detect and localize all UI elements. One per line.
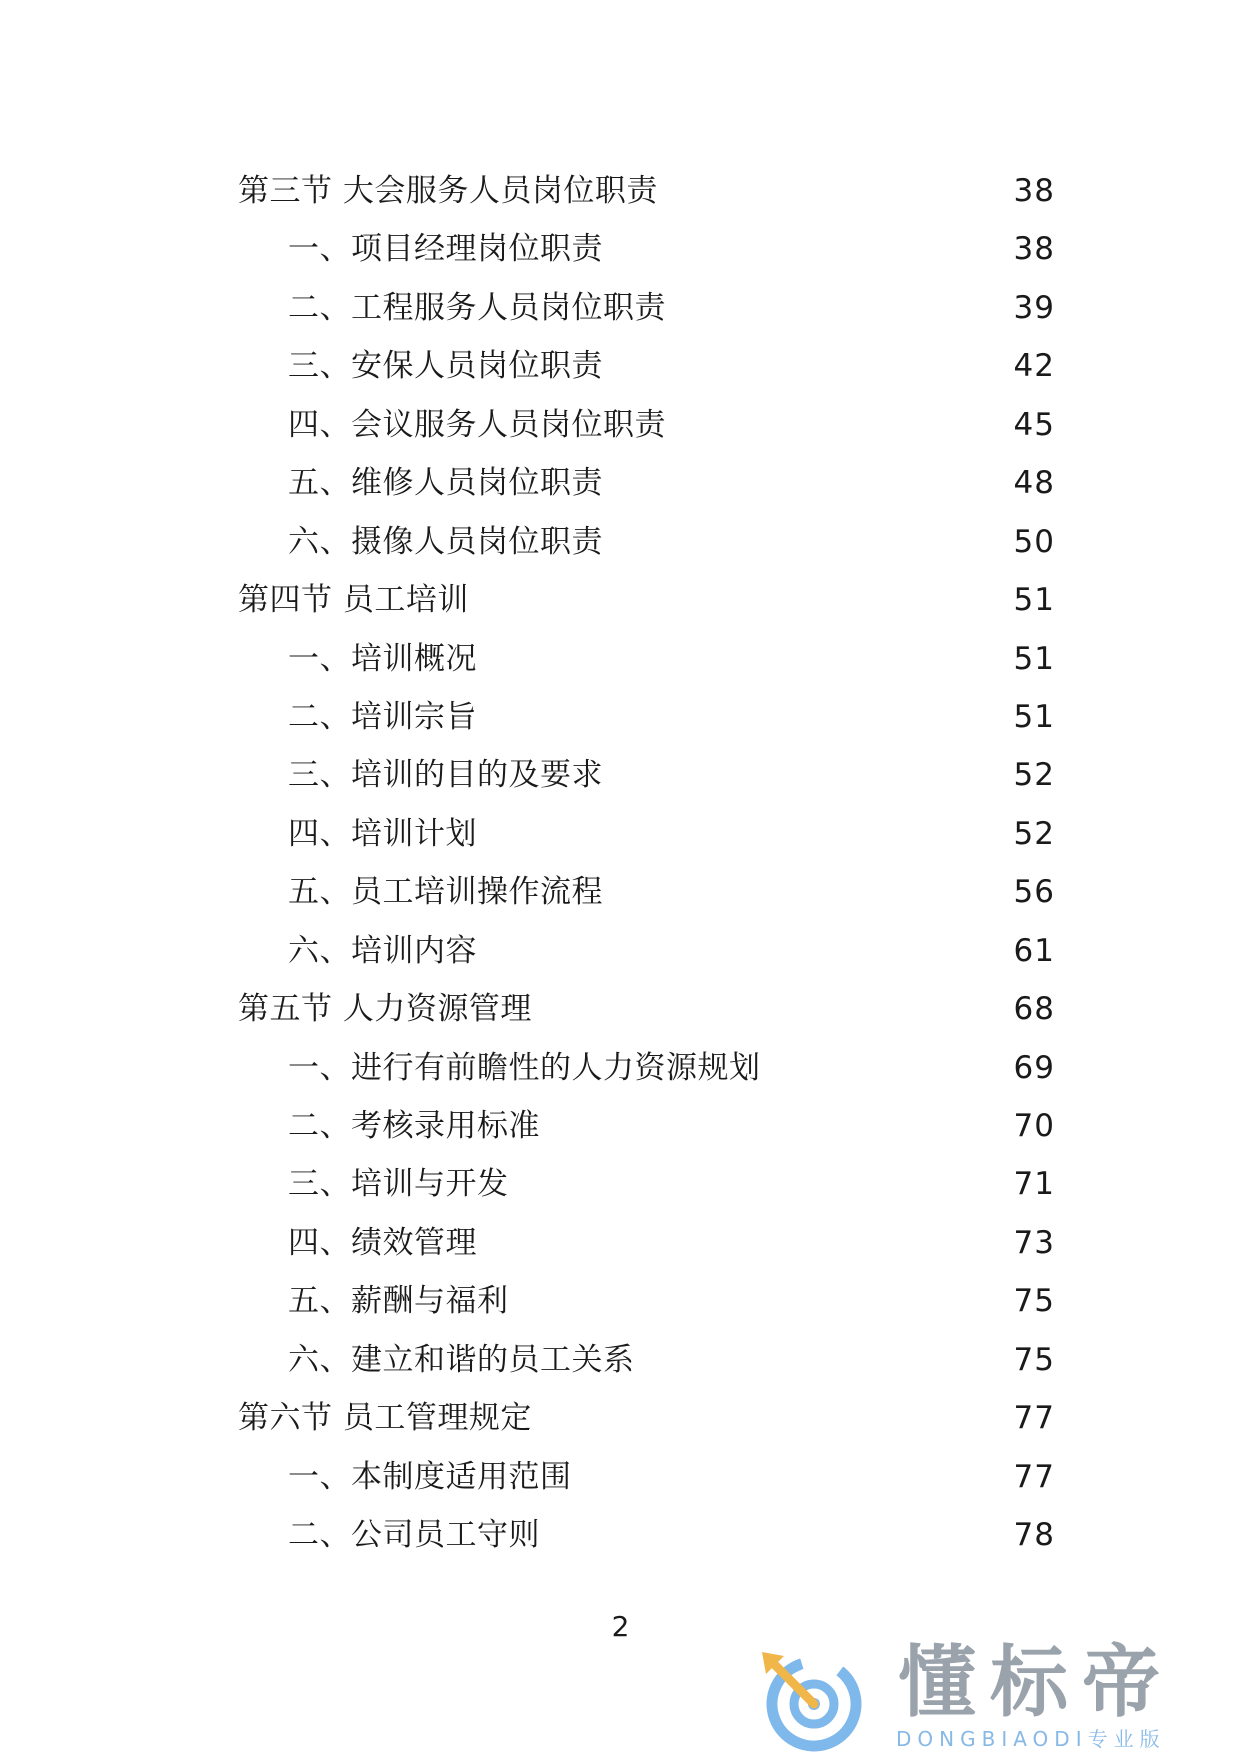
- toc-section-entry[interactable]: [0, 162, 1241, 220]
- toc-entry-page: 50: [1013, 523, 1055, 560]
- toc-entry-page: 75: [1013, 1283, 1055, 1320]
- toc-entry-title: 二、考核录用标准: [288, 1108, 540, 1144]
- toc-entry-page: 77: [1013, 1458, 1055, 1495]
- toc-entry-title: 二、工程服务人员岗位职责: [288, 289, 666, 326]
- toc-subsection-entry[interactable]: [0, 454, 1241, 512]
- toc-entry-page: 52: [1013, 757, 1055, 794]
- toc-entry-title: 三、安保人员岗位职责: [288, 348, 603, 385]
- toc-entry-page: 42: [1013, 348, 1055, 385]
- watermark-brand-subtitle: DONGBIAODI专业版: [896, 1727, 1166, 1751]
- toc-entry-page: 56: [1013, 874, 1055, 911]
- toc-subsection-entry[interactable]: [0, 279, 1241, 337]
- watermark: [748, 1638, 1228, 1754]
- toc-entry-title: 四、绩效管理: [288, 1224, 477, 1261]
- toc-entry-title: 六、建立和谐的员工关系: [288, 1341, 635, 1378]
- toc-entry-page: 75: [1013, 1341, 1055, 1378]
- toc-entry-title: 第五节 人力资源管理: [238, 991, 532, 1028]
- toc-entry-page: 38: [1013, 173, 1055, 209]
- toc-entry-title: 五、薪酬与福利: [288, 1283, 509, 1320]
- toc-section-entry[interactable]: [0, 1389, 1241, 1447]
- toc-entry-page: 70: [1013, 1108, 1055, 1144]
- toc-subsection-entry[interactable]: [0, 396, 1241, 454]
- toc-entry-page: 52: [1013, 815, 1055, 852]
- toc-entry-page: 71: [1013, 1166, 1055, 1203]
- toc-subsection-entry[interactable]: [0, 805, 1241, 863]
- toc-entry-title: 六、培训内容: [288, 932, 477, 969]
- table-of-contents: [0, 162, 1241, 1565]
- toc-subsection-entry[interactable]: [0, 337, 1241, 395]
- toc-entry-title: 第六节 员工管理规定: [238, 1400, 532, 1437]
- toc-entry-title: 第四节 员工培训: [238, 582, 469, 619]
- toc-entry-page: 48: [1013, 465, 1055, 502]
- toc-entry-page: 51: [1013, 640, 1055, 677]
- toc-entry-page: 78: [1013, 1517, 1055, 1554]
- toc-entry-page: 61: [1013, 932, 1055, 969]
- toc-subsection-entry[interactable]: [0, 513, 1241, 571]
- toc-entry-page: 77: [1013, 1400, 1055, 1437]
- toc-subsection-entry[interactable]: [0, 1331, 1241, 1389]
- toc-subsection-entry[interactable]: [0, 922, 1241, 980]
- toc-entry-title: 一、本制度适用范围: [288, 1458, 572, 1495]
- toc-entry-page: 68: [1013, 991, 1055, 1028]
- toc-subsection-entry[interactable]: [0, 1097, 1241, 1155]
- toc-subsection-entry[interactable]: [0, 1448, 1241, 1506]
- toc-entry-title: 二、培训宗旨: [288, 698, 477, 735]
- watermark-brand-name: 懂标帝: [898, 1638, 1175, 1728]
- toc-entry-title: 五、维修人员岗位职责: [288, 465, 603, 502]
- toc-entry-title: 三、培训与开发: [288, 1166, 509, 1203]
- toc-entry-page: 39: [1013, 289, 1055, 326]
- toc-subsection-entry[interactable]: [0, 1506, 1241, 1564]
- toc-entry-page: 38: [1013, 231, 1055, 268]
- toc-entry-title: 一、培训概况: [288, 640, 477, 677]
- toc-entry-title: 四、会议服务人员岗位职责: [288, 406, 666, 443]
- toc-subsection-entry[interactable]: [0, 688, 1241, 746]
- toc-entry-page: 51: [1013, 698, 1055, 735]
- toc-entry-title: 五、员工培训操作流程: [288, 874, 603, 911]
- toc-subsection-entry[interactable]: [0, 1039, 1241, 1097]
- toc-entry-page: 45: [1013, 406, 1055, 443]
- toc-subsection-entry[interactable]: [0, 630, 1241, 688]
- toc-subsection-entry[interactable]: [0, 1272, 1241, 1330]
- toc-entry-title: 二、公司员工守则: [288, 1517, 540, 1554]
- toc-subsection-entry[interactable]: [0, 863, 1241, 921]
- toc-subsection-entry[interactable]: [0, 1214, 1241, 1272]
- toc-entry-title: 一、项目经理岗位职责: [288, 231, 603, 268]
- toc-subsection-entry[interactable]: [0, 746, 1241, 804]
- toc-entry-page: 51: [1013, 582, 1055, 619]
- toc-section-entry[interactable]: [0, 571, 1241, 629]
- target-arrow-icon: [748, 1638, 878, 1754]
- toc-subsection-entry[interactable]: [0, 1155, 1241, 1213]
- toc-entry-title: 四、培训计划: [288, 815, 477, 852]
- toc-entry-title: 六、摄像人员岗位职责: [288, 523, 603, 560]
- toc-entry-page: 73: [1013, 1224, 1055, 1261]
- toc-entry-title: 三、培训的目的及要求: [288, 757, 603, 794]
- toc-entry-title: 一、进行有前瞻性的人力资源规划: [288, 1049, 761, 1086]
- toc-entry-page: 69: [1013, 1049, 1055, 1086]
- toc-section-entry[interactable]: [0, 980, 1241, 1038]
- toc-entry-title: 第三节 大会服务人员岗位职责: [238, 173, 658, 209]
- toc-subsection-entry[interactable]: [0, 220, 1241, 278]
- page-number: 2: [611, 1610, 630, 1643]
